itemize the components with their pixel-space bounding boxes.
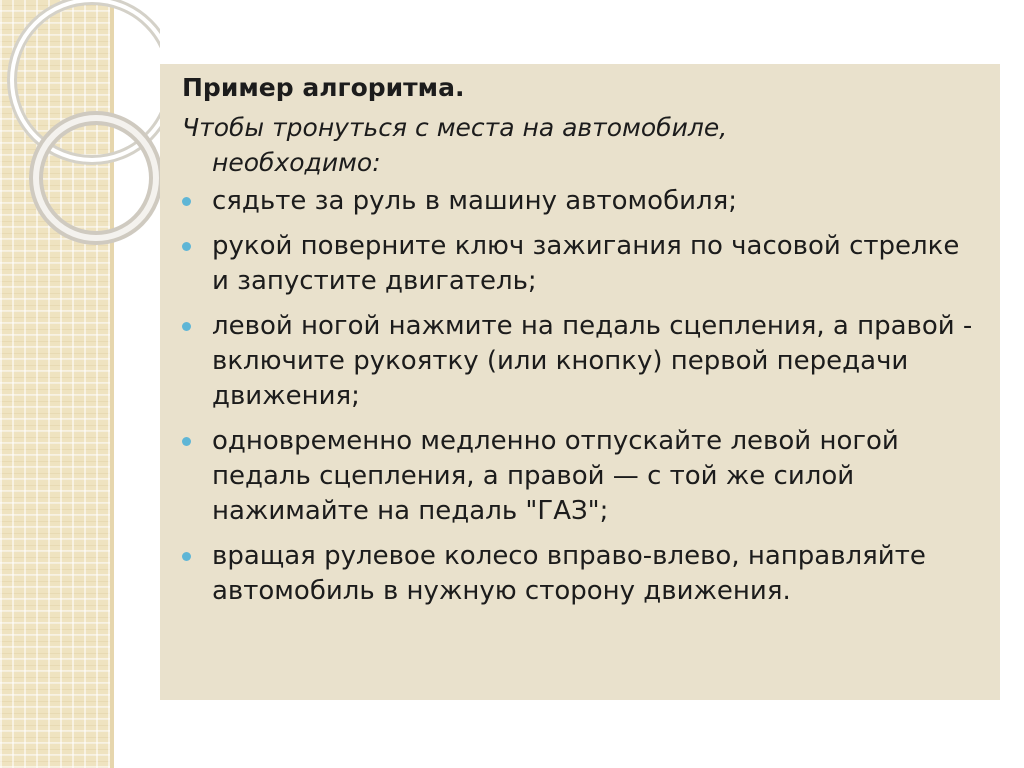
step-text: рукой поверните ключ зажигания по часовой стрелке и запустите двигатель; — [212, 231, 960, 296]
bullet-icon — [182, 437, 191, 446]
intro-text — [182, 110, 982, 180]
bullet-icon — [182, 322, 191, 331]
bullet-icon — [182, 197, 191, 206]
slide-content — [182, 66, 982, 619]
bullet-icon — [182, 552, 191, 561]
slide-title: Пример алгоритма. — [182, 73, 465, 102]
step-text: сядьте за руль в машину автомобиля; — [212, 186, 738, 216]
step-text: левой ногой нажмите на педаль сцепления, а правой - включите рукоятку (или кнопку) первой передачи движения; — [212, 311, 973, 411]
list-item — [182, 424, 982, 529]
bullet-icon — [182, 242, 191, 251]
rings-graphic — [0, 0, 160, 320]
step-text: вращая рулевое колесо вправо-влево, направляйте автомобиль в нужную сторону движения. — [212, 541, 926, 606]
intro-line-1: Чтобы тронуться с места на автомобиле, — [182, 113, 728, 142]
intro-line-2: необходимо: — [212, 148, 381, 177]
step-text: одновременно медленно отпускайте левой ногой педаль сцепления, а правой — с той же силой нажимайте на педаль "ГАЗ"; — [212, 426, 899, 526]
list-item — [182, 184, 982, 219]
list-item — [182, 539, 982, 609]
list-item — [182, 229, 982, 299]
list-item — [182, 309, 982, 414]
steps-list — [182, 184, 982, 609]
